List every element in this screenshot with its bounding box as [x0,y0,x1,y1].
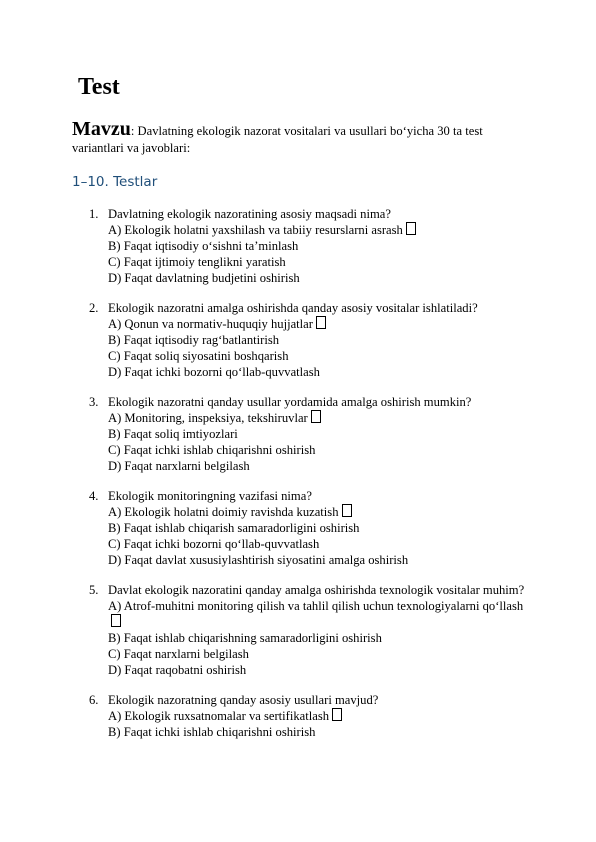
question-text: Ekologik nazoratni qanday usullar yordamida amalga oshirish mumkin? [108,395,472,409]
question-item [72,692,532,740]
answer-option-text: B) Faqat ishlab chiqarishning samaradorligini oshirish [108,631,382,645]
question-number: 5. [89,583,99,597]
answer-option [108,662,532,678]
topic-label: Mavzu [72,118,131,140]
answer-option-text: A) Monitoring, inspeksiya, tekshiruvlar [108,411,308,425]
question-number: 2. [89,301,99,315]
question-text: Ekologik nazoratni amalga oshirishda qanday asosiy vositalar ishlatiladi? [108,301,478,315]
answer-option-text: A) Qonun va normativ-huquqiy hujjatlar [108,317,313,331]
answer-option [108,254,532,270]
correct-answer-marker-icon [111,614,121,627]
answer-option-text: C) Faqat ichki ishlab chiqarishni oshirish [108,443,316,457]
answer-option-text: B) Faqat soliq imtiyozlari [108,427,238,441]
answer-option-text: B) Faqat iqtisodiy rag‘batlantirish [108,333,280,347]
answer-option [108,222,532,238]
section-heading: 1–10. Testlar [72,174,158,190]
correct-answer-marker-icon [406,222,416,235]
answer-option [108,598,532,630]
correct-answer-marker-icon [342,504,352,517]
correct-answer-marker-icon [311,410,321,423]
answer-option [108,458,532,474]
answer-option-text: C) Faqat ijtimoiy tenglikni yaratish [108,255,286,269]
answer-option [108,520,532,536]
answer-option [108,238,532,254]
question-number: 3. [89,395,99,409]
answer-option [108,708,532,724]
answer-option [108,536,532,552]
answer-option [108,410,532,426]
answer-option [108,504,532,520]
answer-option [108,348,532,364]
topic-paragraph [72,118,532,156]
answer-option-text: C) Faqat narxlarni belgilash [108,647,249,661]
question-text: Ekologik monitoringning vazifasi nima? [108,489,312,503]
answer-option-text: B) Faqat ichki ishlab chiqarishni oshirish [108,725,316,739]
answer-option [108,724,532,740]
answer-option-text: C) Faqat ichki bozorni qo‘llab-quvvatlash [108,537,320,551]
answer-option [108,630,532,646]
question-list [72,206,532,754]
answer-option-text: C) Faqat soliq siyosatini boshqarish [108,349,289,363]
answer-option [108,332,532,348]
answer-option [108,646,532,662]
question-text: Davlatning ekologik nazoratining asosiy maqsadi nima? [108,207,391,221]
question-number: 1. [89,207,99,221]
correct-answer-marker-icon [332,708,342,721]
answer-option-text: A) Ekologik holatni yaxshilash va tabiiy resurslarni asrash [108,223,403,237]
answer-option [108,442,532,458]
question-item [72,300,532,380]
answer-option [108,316,532,332]
correct-answer-marker-icon [316,316,326,329]
answer-option-text: B) Faqat ishlab chiqarish samaradorligini oshirish [108,521,360,535]
answer-option-text: D) Faqat davlat xususiylashtirish siyosatini amalga oshirish [108,553,409,567]
question-item [72,582,532,678]
answer-option-text: D) Faqat narxlarni belgilash [108,459,250,473]
question-item [72,394,532,474]
answer-option-text: D) Faqat raqobatni oshirish [108,663,247,677]
answer-option [108,426,532,442]
answer-option [108,552,532,568]
answer-option-text: A) Ekologik holatni doimiy ravishda kuzatish [108,505,339,519]
answer-option-text: D) Faqat ichki bozorni qo‘llab-quvvatlash [108,365,320,379]
question-item [72,206,532,286]
topic-text: : Davlatning ekologik nazorat vositalari va usullari bo‘yicha 30 ta test variantlari va javoblari: [72,124,483,155]
answer-option [108,270,532,286]
question-number: 4. [89,489,99,503]
answer-option-text: A) Ekologik ruxsatnomalar va sertifikatlash [108,709,330,723]
page-title: Test [78,74,120,100]
answer-option [108,364,532,380]
question-text: Davlat ekologik nazoratini qanday amalga oshirishda texnologik vositalar muhim? [108,583,525,597]
answer-option-text: B) Faqat iqtisodiy o‘sishni ta’minlash [108,239,299,253]
answer-option-text: A) Atrof-muhitni monitoring qilish va tahlil qilish uchun texnologiyalarni qo‘llash [108,599,524,613]
question-number: 6. [89,693,99,707]
question-text: Ekologik nazoratning qanday asosiy usullari mavjud? [108,693,379,707]
question-item [72,488,532,568]
answer-option-text: D) Faqat davlatning budjetini oshirish [108,271,300,285]
